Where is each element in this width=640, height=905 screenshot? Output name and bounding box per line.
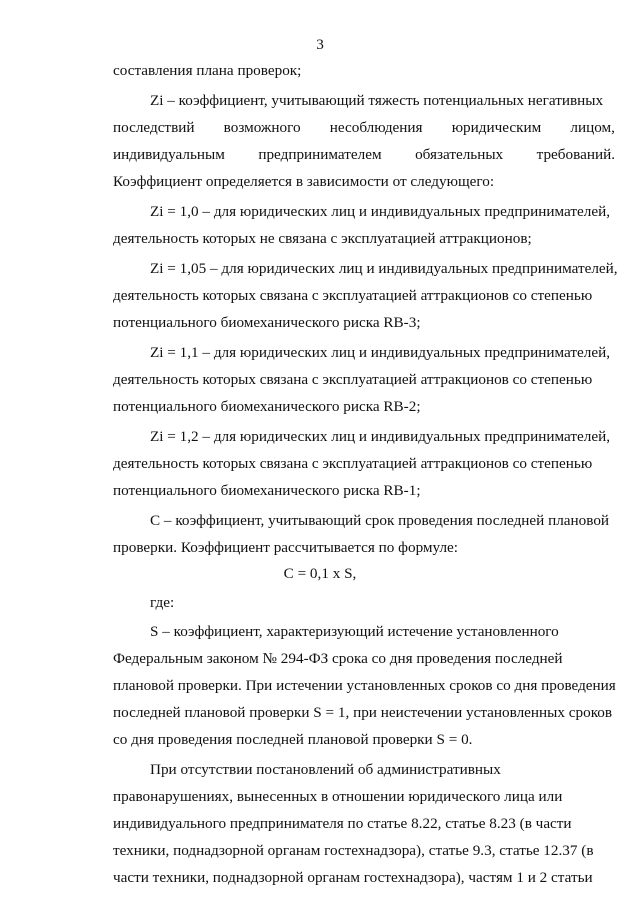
- text-line: Zi = 1,0 – для юридических лиц и индивидуальных предпринимателей,: [150, 203, 610, 220]
- word: требований.: [536, 146, 615, 163]
- text-line: техники, поднадзорной органам гостехнадзора), статье 9.3, статье 12.37 (в: [113, 842, 594, 859]
- word: несоблюдения: [329, 119, 423, 136]
- text-line: C = 0,1 x S,: [283, 565, 357, 582]
- text-line: Zi = 1,1 – для юридических лиц и индивидуальных предпринимателей,: [150, 344, 610, 361]
- text-line: последней плановой проверки S = 1, при неистечении установленных сроков: [113, 704, 613, 721]
- text-line: деятельность которых связана с эксплуатацией аттракционов со степенью: [113, 287, 593, 304]
- text-line: деятельность которых связана с эксплуатацией аттракционов со степенью: [113, 455, 593, 472]
- text-line: части техники, поднадзорной органам гостехнадзора), частям 1 и 2 статьи: [113, 869, 593, 886]
- text-line: потенциального биомеханического риска RB-1;: [113, 482, 421, 499]
- word: обязательных: [415, 146, 504, 163]
- text-line: Zi = 1,2 – для юридических лиц и индивидуальных предпринимателей,: [150, 428, 610, 445]
- text-line: плановой проверки. При истечении установленных сроков со дня проведения: [113, 677, 616, 694]
- text-line: [113, 146, 615, 164]
- text-line: При отсутствии постановлений об административных: [150, 761, 501, 778]
- word: последствий: [113, 119, 195, 136]
- text-line: деятельность которых не связана с эксплуатацией аттракционов;: [113, 230, 532, 247]
- text-line: Федеральным законом № 294-ФЗ срока со дня проведения последней: [113, 650, 563, 667]
- text-line: [113, 119, 615, 137]
- text-line: Коэффициент определяется в зависимости от следующего:: [113, 173, 495, 190]
- word: юридическим: [451, 119, 542, 136]
- text-line: С – коэффициент, учитывающий срок проведения последней плановой: [150, 512, 610, 529]
- text-line: проверки. Коэффициент рассчитывается по формуле:: [113, 539, 459, 556]
- text-line: Zi – коэффициент, учитывающий тяжесть потенциальных негативных: [150, 92, 604, 109]
- text-line: правонарушениях, вынесенных в отношении юридического лица или: [113, 788, 563, 805]
- text-line: Zi = 1,05 – для юридических лиц и индивидуальных предпринимателей,: [150, 260, 618, 277]
- text-line: потенциального биомеханического риска RB-2;: [113, 398, 421, 415]
- word: индивидуальным: [113, 146, 225, 163]
- text-line: где:: [150, 594, 175, 611]
- word: возможного: [223, 119, 301, 136]
- text-line: S – коэффициент, характеризующий истечение установленного: [150, 623, 559, 640]
- text-line: индивидуального предпринимателя по статье 8.22, статье 8.23 (в части: [113, 815, 572, 832]
- text-line: деятельность которых связана с эксплуатацией аттракционов со степенью: [113, 371, 593, 388]
- text-line: потенциального биомеханического риска RB-3;: [113, 314, 421, 331]
- page-number: 3: [316, 36, 324, 53]
- text-line: со дня проведения последней плановой проверки S = 0.: [113, 731, 473, 748]
- word: лицом,: [570, 119, 615, 136]
- text-line: составления плана проверок;: [113, 62, 302, 79]
- word: предпринимателем: [258, 146, 382, 163]
